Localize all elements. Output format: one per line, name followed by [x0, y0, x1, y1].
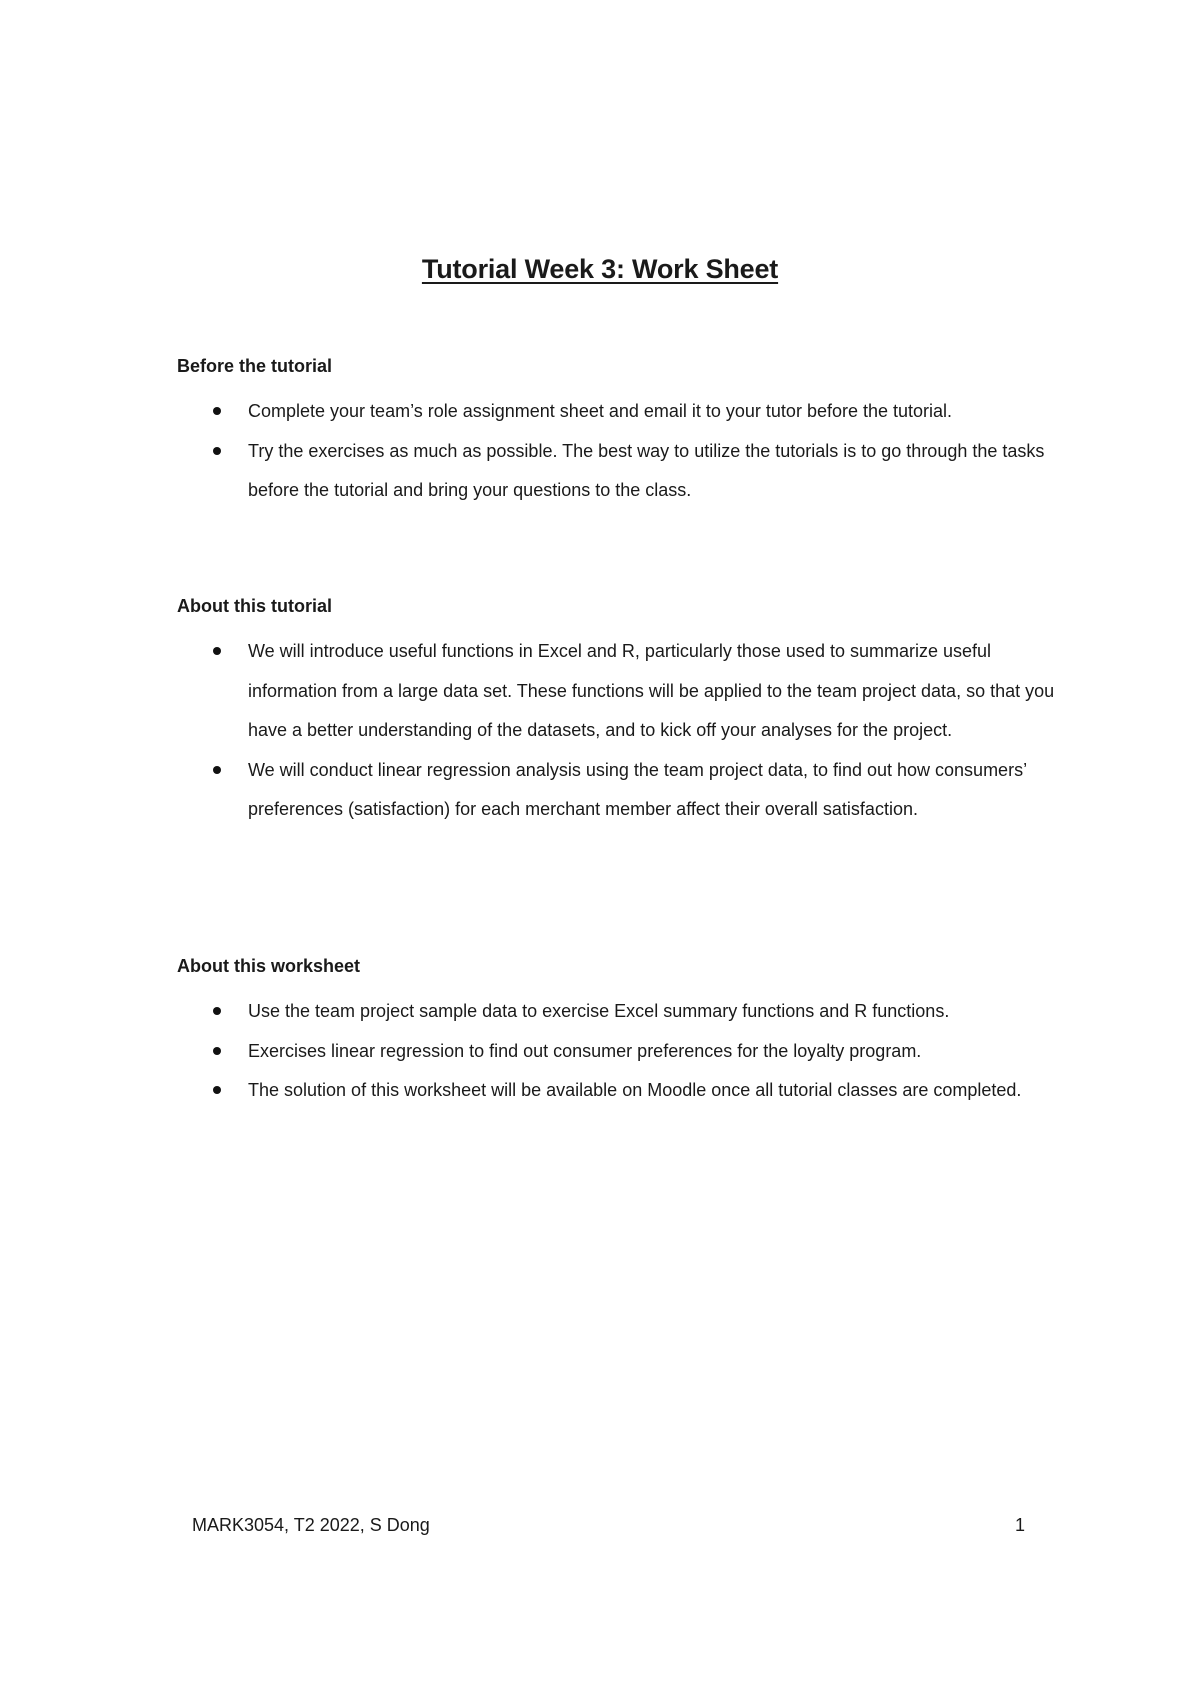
section-heading: Before the tutorial	[177, 356, 333, 376]
list-item-text: Complete your team’s role assignment sheet and email it to your tutor before the tutorial.	[248, 401, 953, 421]
footer-course-info: MARK3054, T2 2022, S Dong	[192, 1515, 430, 1535]
bullet-list	[177, 992, 1057, 1111]
list-item	[177, 1071, 1057, 1111]
list-item	[177, 392, 1057, 432]
list-item-text: Use the team project sample data to exercise Excel summary functions and R functions.	[248, 1001, 950, 1021]
bullet-icon	[213, 1007, 221, 1015]
bullet-icon	[213, 766, 221, 774]
section-before-tutorial	[177, 354, 1057, 511]
bullet-icon	[213, 647, 221, 655]
list-item-text: We will introduce useful functions in Excel and R, particularly those used to summarize useful information from a large data set. These functions will be applied to the team project data, so that you have a better understanding of the datasets, and to kick off your analyses for the project.	[248, 641, 1055, 740]
list-item-text: The solution of this worksheet will be available on Moodle once all tutorial classes are completed.	[248, 1080, 1022, 1100]
list-item-text: Exercises linear regression to find out consumer preferences for the loyalty program.	[248, 1040, 922, 1061]
list-item	[177, 432, 1057, 511]
section-heading: About this tutorial	[177, 596, 332, 616]
list-item	[177, 1032, 1057, 1072]
list-item-text: Try the exercises as much as possible. The best way to utilize the tutorials is to go through the tasks before the tutorial and bring your questions to the class.	[248, 440, 1045, 500]
section-heading: About this worksheet	[177, 956, 361, 976]
bullet-icon	[213, 407, 221, 415]
section-about-worksheet	[177, 954, 1057, 1111]
page-title: Tutorial Week 3: Work Sheet	[421, 254, 779, 284]
list-item	[177, 632, 1057, 751]
bullet-icon	[213, 1086, 221, 1094]
bullet-list	[177, 392, 1057, 511]
list-item-text: We will conduct linear regression analysis using the team project data, to find out how consumers’ preferences (satisfaction) for each merchant member affect their overall satisfaction.	[248, 759, 1027, 819]
section-about-tutorial	[177, 594, 1057, 830]
list-item	[177, 992, 1057, 1032]
bullet-icon	[213, 447, 221, 455]
bullet-list	[177, 632, 1057, 830]
footer-page-number: 1	[1015, 1515, 1026, 1535]
bullet-icon	[213, 1047, 221, 1055]
list-item	[177, 751, 1057, 830]
